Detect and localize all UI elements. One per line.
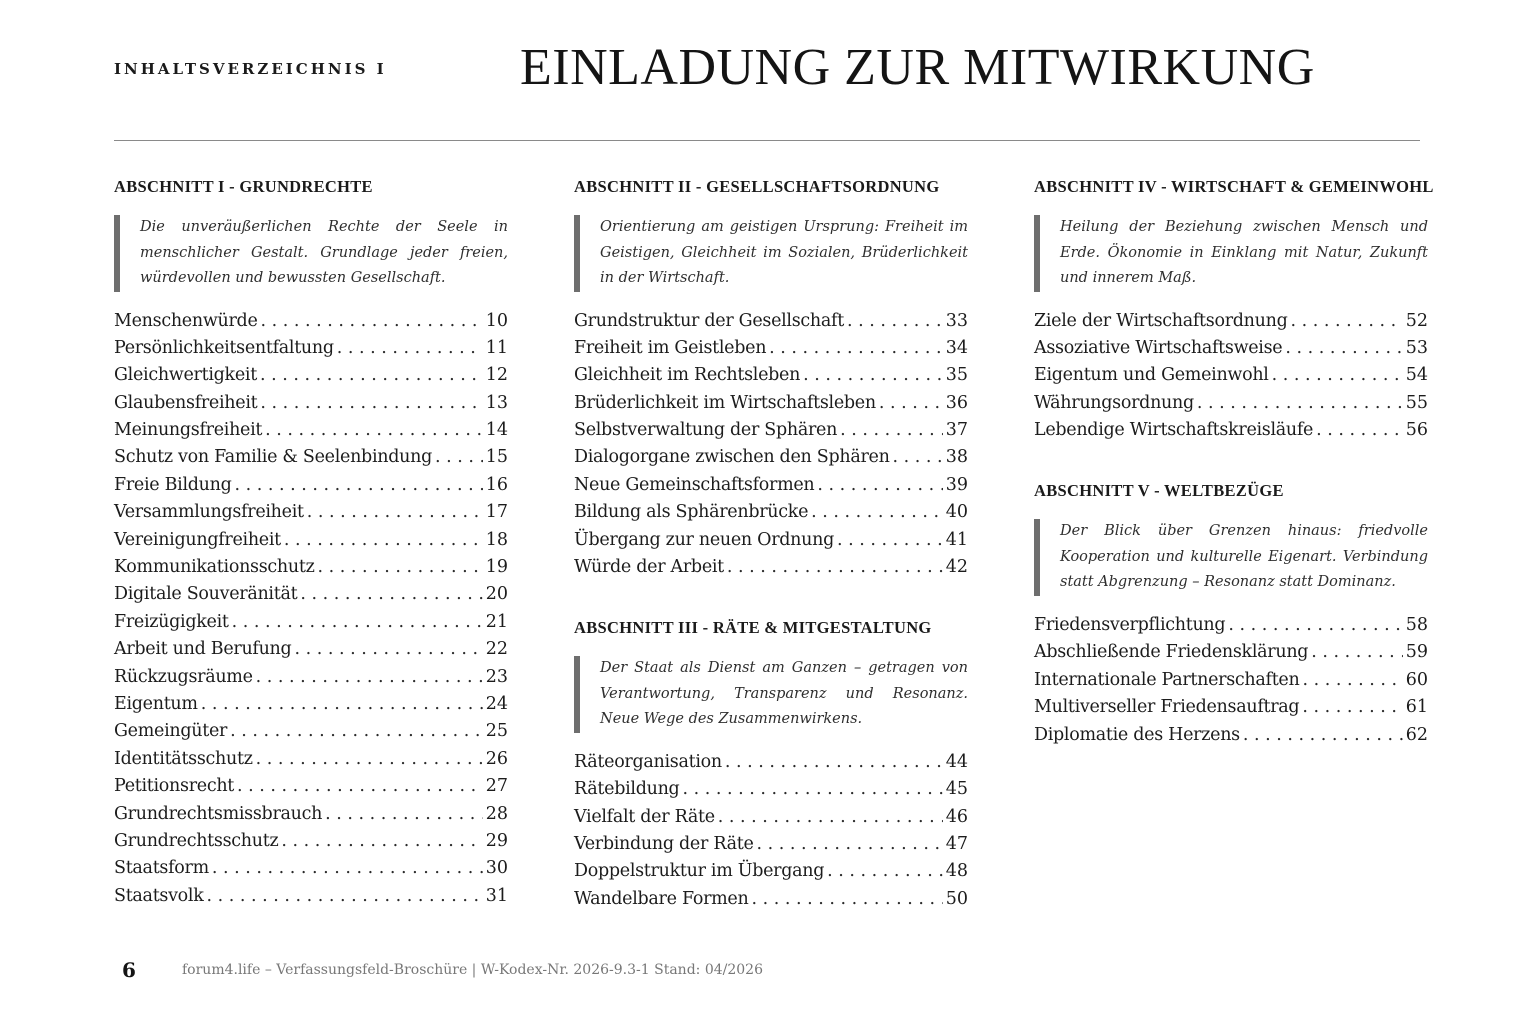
section-heading: ABSCHNITT II - GESELLSCHAFTSORDNUNG	[574, 177, 940, 196]
toc-entry-label: Diplomatie des Herzens	[1034, 724, 1240, 745]
toc-entry-page-number: 33	[945, 310, 968, 331]
toc-entry[interactable]	[114, 390, 508, 417]
dot-leader	[817, 472, 942, 499]
toc-entry[interactable]	[574, 554, 968, 581]
dot-leader	[260, 390, 482, 417]
toc-entry-label: Digitale Souveränität	[114, 584, 298, 605]
toc-entry-label: Lebendige Wirtschaftskreisläufe	[1034, 420, 1314, 441]
dot-leader	[1285, 335, 1402, 362]
toc-entry-page-number: 35	[945, 365, 968, 386]
column-left	[114, 176, 508, 946]
toc-entry-page-number: 41	[945, 529, 968, 550]
section-heading: ABSCHNITT V - WELTBEZÜGE	[1034, 481, 1284, 501]
column-right	[1034, 176, 1434, 785]
toc-entry[interactable]	[114, 472, 508, 499]
toc-entry-page-number: 50	[945, 888, 968, 909]
dot-leader	[237, 773, 483, 800]
toc-entry[interactable]	[114, 554, 508, 581]
toc-entry[interactable]	[114, 664, 508, 691]
dot-leader	[337, 335, 483, 362]
toc-entry[interactable]	[114, 636, 508, 663]
toc-entry-page-number: 17	[485, 502, 508, 523]
toc-entry-label: Gleichwertigkeit	[114, 365, 257, 386]
toc-entry-label: Neue Gemeinschaftsformen	[574, 474, 815, 495]
section-grundrechte	[114, 176, 508, 910]
toc-entry-list	[574, 308, 968, 582]
dot-leader	[840, 417, 943, 444]
toc-entry-page-number: 62	[1405, 724, 1428, 745]
dot-leader	[1228, 612, 1402, 639]
toc-entry-page-number: 28	[485, 803, 508, 824]
toc-entry-label: Arbeit und Berufung	[114, 639, 292, 660]
toc-entry-label: Dialogorgane zwischen den Sphären	[574, 447, 890, 468]
toc-entry-label: Bildung als Sphärenbrücke	[574, 502, 809, 523]
toc-entry-page-number: 36	[945, 392, 968, 413]
toc-entry-page-number: 40	[945, 502, 968, 523]
dot-leader	[847, 308, 943, 335]
dot-leader	[727, 554, 943, 581]
toc-entry-label: Menschenwürde	[114, 310, 258, 331]
toc-entry-label: Glaubensfreiheit	[114, 392, 258, 413]
toc-entry-label: Räteorganisation	[574, 751, 722, 772]
dot-leader	[325, 801, 483, 828]
dot-leader	[1243, 722, 1403, 749]
toc-entry[interactable]	[114, 417, 508, 444]
dot-leader	[1311, 639, 1403, 666]
toc-entry[interactable]	[114, 801, 508, 828]
toc-entry[interactable]	[1034, 612, 1428, 639]
page-title: EINLADUNG ZUR MITWIRKUNG	[520, 39, 1315, 96]
dot-leader	[318, 554, 483, 581]
toc-entry[interactable]	[114, 746, 508, 773]
dot-leader	[1302, 694, 1402, 721]
toc-entry-label: Grundrechtsmissbrauch	[114, 803, 323, 824]
dot-leader	[1291, 308, 1403, 335]
toc-entry[interactable]	[574, 831, 968, 858]
dot-leader	[879, 390, 943, 417]
dot-leader	[201, 691, 483, 718]
dot-leader	[682, 776, 942, 803]
dot-leader	[1302, 667, 1402, 694]
toc-entry-label: Eigentum	[114, 693, 198, 714]
dot-leader	[232, 609, 483, 636]
toc-entry[interactable]	[114, 773, 508, 800]
dot-leader	[811, 499, 943, 526]
toc-entry[interactable]	[114, 499, 508, 526]
dot-leader	[1197, 390, 1403, 417]
dot-leader	[718, 804, 943, 831]
toc-entry[interactable]	[114, 362, 508, 389]
toc-entry-page-number: 24	[485, 693, 508, 714]
toc-entry-page-number: 61	[1405, 697, 1428, 718]
toc-entry-label: Währungsordnung	[1034, 392, 1194, 413]
toc-entry-label: Freizügigkeit	[114, 611, 229, 632]
toc-entry-page-number: 31	[485, 885, 508, 906]
toc-entry[interactable]	[114, 691, 508, 718]
toc-entry-page-number: 38	[945, 447, 968, 468]
toc-entry-label: Gleichheit im Rechtsleben	[574, 365, 801, 386]
toc-entry-page-number: 14	[485, 420, 508, 441]
toc-entry[interactable]	[1034, 390, 1428, 417]
toc-entry-page-number: 22	[485, 639, 508, 660]
dot-leader	[751, 886, 942, 913]
toc-entry-label: Grundrechtsschutz	[114, 830, 279, 851]
toc-entry-label: Staatsform	[114, 858, 209, 879]
dot-leader	[256, 664, 483, 691]
toc-entry[interactable]	[574, 335, 968, 362]
dot-leader	[234, 472, 482, 499]
toc-entry-page-number: 60	[1405, 669, 1428, 690]
toc-entry-label: Kommunikationsschutz	[114, 557, 315, 578]
toc-entry-page-number: 59	[1405, 642, 1428, 663]
toc-entry[interactable]	[574, 776, 968, 803]
section-gesellschaftsordnung	[574, 176, 968, 581]
toc-entry[interactable]	[574, 749, 968, 776]
toc-entry-page-number: 45	[945, 779, 968, 800]
toc-entry-page-number: 10	[485, 310, 508, 331]
toc-entry[interactable]	[114, 527, 508, 554]
toc-entry-page-number: 55	[1405, 392, 1428, 413]
toc-entry-label: Gemeingüter	[114, 721, 228, 742]
toc-entry-label: Freie Bildung	[114, 474, 232, 495]
dot-leader	[261, 308, 483, 335]
dot-leader	[757, 831, 943, 858]
toc-entry-label: Eigentum und Gemeinwohl	[1034, 365, 1269, 386]
toc-entry-page-number: 39	[945, 474, 968, 495]
toc-entry[interactable]	[1034, 308, 1428, 335]
toc-entry[interactable]	[574, 390, 968, 417]
toc-entry[interactable]	[574, 444, 968, 471]
toc-entry-page-number: 56	[1405, 420, 1428, 441]
toc-entry-label: Schutz von Familie & Seelenbindung	[114, 447, 432, 468]
toc-entry-label: Friedensverpflichtung	[1034, 614, 1226, 635]
toc-entry-label: Rückzugsräume	[114, 666, 253, 687]
toc-entry-label: Vereinigungfreiheit	[114, 529, 281, 550]
dot-leader	[260, 362, 483, 389]
toc-entry-page-number: 52	[1405, 310, 1428, 331]
toc-entry[interactable]	[574, 499, 968, 526]
dot-leader	[803, 362, 943, 389]
toc-entry[interactable]	[114, 308, 508, 335]
toc-entry-label: Übergang zur neuen Ordnung	[574, 529, 834, 550]
toc-label: INHALTSVERZEICHNIS I	[114, 60, 387, 78]
dot-leader	[230, 718, 483, 745]
dot-leader	[265, 417, 483, 444]
toc-entry-page-number: 30	[485, 858, 508, 879]
toc-entry[interactable]	[574, 362, 968, 389]
dot-leader	[207, 883, 483, 910]
toc-entry-page-number: 15	[485, 447, 508, 468]
toc-entry[interactable]	[114, 444, 508, 471]
dot-leader	[1272, 362, 1403, 389]
toc-entry-page-number: 46	[945, 806, 968, 827]
toc-entry[interactable]	[1034, 335, 1428, 362]
toc-entry-page-number: 20	[485, 584, 508, 605]
toc-entry-page-number: 53	[1405, 337, 1428, 358]
section-wirtschaft	[1034, 176, 1434, 444]
toc-entry[interactable]	[574, 472, 968, 499]
dot-leader	[725, 749, 943, 776]
toc-entry[interactable]	[574, 858, 968, 885]
section-intro: Die unveräußerlichen Rechte der Seele in menschlicher Gestalt. Grundlage jeder freien, würdevollen und bewussten Gesellschaft.	[114, 215, 508, 292]
toc-entry-label: Wandelbare Formen	[574, 888, 749, 909]
toc-entry-label: Identitätsschutz	[114, 748, 253, 769]
toc-entry-page-number: 19	[485, 557, 508, 578]
toc-entry[interactable]	[114, 828, 508, 855]
toc-entry[interactable]	[1034, 667, 1428, 694]
column-middle	[574, 176, 968, 949]
footer-text: forum4.life – Verfassungsfeld-Broschüre | W-Kodex-Nr. 2026-9.3-1 Stand: 04/2026	[182, 962, 763, 978]
toc-entry[interactable]	[574, 804, 968, 831]
dot-leader	[294, 636, 482, 663]
toc-entry[interactable]	[1034, 694, 1428, 721]
toc-entry-page-number: 44	[945, 751, 968, 772]
toc-entry-list	[574, 749, 968, 913]
toc-entry[interactable]	[574, 886, 968, 913]
toc-entry-page-number: 16	[485, 474, 508, 495]
toc-entry-page-number: 23	[485, 666, 508, 687]
toc-entry[interactable]	[1034, 417, 1428, 444]
toc-entry-label: Würde der Arbeit	[574, 557, 724, 578]
dot-leader	[893, 444, 943, 471]
title-divider	[114, 140, 1420, 141]
toc-entry[interactable]	[114, 581, 508, 608]
toc-entry-page-number: 42	[945, 557, 968, 578]
toc-entry-label: Persönlichkeitsentfaltung	[114, 337, 334, 358]
toc-entry-page-number: 58	[1405, 614, 1428, 635]
toc-entry[interactable]	[114, 335, 508, 362]
footer-page-number: 6	[122, 958, 136, 982]
toc-entry-label: Meinungsfreiheit	[114, 420, 263, 441]
toc-entry-label: Brüderlichkeit im Wirtschaftsleben	[574, 392, 876, 413]
toc-entry-label: Verbindung der Räte	[574, 834, 754, 855]
toc-entry-page-number: 18	[485, 529, 508, 550]
toc-entry-label: Petitionsrecht	[114, 776, 235, 797]
dot-leader	[837, 527, 943, 554]
dot-leader	[300, 581, 482, 608]
toc-entry-label: Staatsvolk	[114, 885, 204, 906]
toc-entry-label: Rätebildung	[574, 779, 680, 800]
toc-entry-page-number: 11	[485, 337, 508, 358]
section-heading: ABSCHNITT I - GRUNDRECHTE	[114, 177, 373, 196]
dot-leader	[827, 858, 943, 885]
toc-entry-label: Freiheit im Geistleben	[574, 337, 767, 358]
section-intro: Der Staat als Dienst am Ganzen – getragen von Verantwortung, Transparenz und Resonanz. Neue Wege des Zusammenwirkens.	[574, 656, 968, 733]
section-heading: ABSCHNITT IV - WIRTSCHAFT & GEMEINWOHL	[1034, 177, 1434, 196]
toc-entry-label: Selbstverwaltung der Sphären	[574, 420, 838, 441]
toc-entry-list	[114, 308, 508, 911]
toc-entry-list	[1034, 308, 1428, 445]
toc-entry-page-number: 34	[945, 337, 968, 358]
dot-leader	[435, 444, 483, 471]
toc-entry-page-number: 47	[945, 834, 968, 855]
toc-entry[interactable]	[1034, 722, 1428, 749]
toc-entry-label: Doppelstruktur im Übergang	[574, 861, 825, 882]
toc-entry-label: Internationale Partnerschaften	[1034, 669, 1300, 690]
toc-entry-label: Abschließende Friedensklärung	[1034, 642, 1309, 663]
toc-entry-page-number: 37	[945, 420, 968, 441]
toc-entry-label: Grundstruktur der Gesellschaft	[574, 310, 844, 331]
toc-entry-label: Assoziative Wirtschaftsweise	[1034, 337, 1283, 358]
toc-entry[interactable]	[114, 718, 508, 745]
dot-leader	[769, 335, 943, 362]
toc-entry-list	[1034, 612, 1428, 749]
toc-entry-label: Versammlungsfreiheit	[114, 502, 304, 523]
section-intro: Orientierung am geistigen Ursprung: Freiheit im Geistigen, Gleichheit im Sozialen, Brüderlichkeit in der Wirtschaft.	[574, 215, 968, 292]
section-raete	[574, 617, 968, 913]
toc-entry-page-number: 12	[485, 365, 508, 386]
toc-entry[interactable]	[574, 417, 968, 444]
toc-entry[interactable]	[1034, 362, 1428, 389]
toc-entry-page-number: 26	[485, 748, 508, 769]
toc-entry-label: Vielfalt der Räte	[574, 806, 715, 827]
section-intro: Der Blick über Grenzen hinaus: friedvolle Kooperation und kulturelle Eigenart. Verbindung statt Abgrenzung – Resonanz statt Dominanz.	[1034, 519, 1428, 596]
toc-entry-page-number: 25	[485, 721, 508, 742]
section-heading: ABSCHNITT III - RÄTE & MITGESTALTUNG	[574, 618, 932, 638]
toc-entry-label: Ziele der Wirtschaftsordnung	[1034, 310, 1288, 331]
toc-entry[interactable]	[574, 527, 968, 554]
toc-entry-page-number: 48	[945, 861, 968, 882]
toc-entry[interactable]	[114, 883, 508, 910]
toc-entry-label: Multiverseller Friedensauftrag	[1034, 697, 1300, 718]
toc-entry-page-number: 54	[1405, 365, 1428, 386]
dot-leader	[284, 527, 483, 554]
toc-entry-page-number: 27	[485, 776, 508, 797]
toc-entry-page-number: 13	[485, 392, 508, 413]
toc-entry-page-number: 21	[485, 611, 508, 632]
dot-leader	[256, 746, 483, 773]
dot-leader	[307, 499, 483, 526]
dot-leader	[281, 828, 482, 855]
toc-entry[interactable]	[114, 609, 508, 636]
dot-leader	[1316, 417, 1403, 444]
section-weltbezuege	[1034, 480, 1428, 748]
toc-entry[interactable]	[1034, 639, 1428, 666]
toc-entry[interactable]	[574, 308, 968, 335]
toc-entry-page-number: 29	[485, 830, 508, 851]
toc-entry[interactable]	[114, 855, 508, 882]
dot-leader	[212, 855, 483, 882]
section-intro: Heilung der Beziehung zwischen Mensch und Erde. Ökonomie in Einklang mit Natur, Zukunft und innerem Maß.	[1034, 215, 1428, 292]
